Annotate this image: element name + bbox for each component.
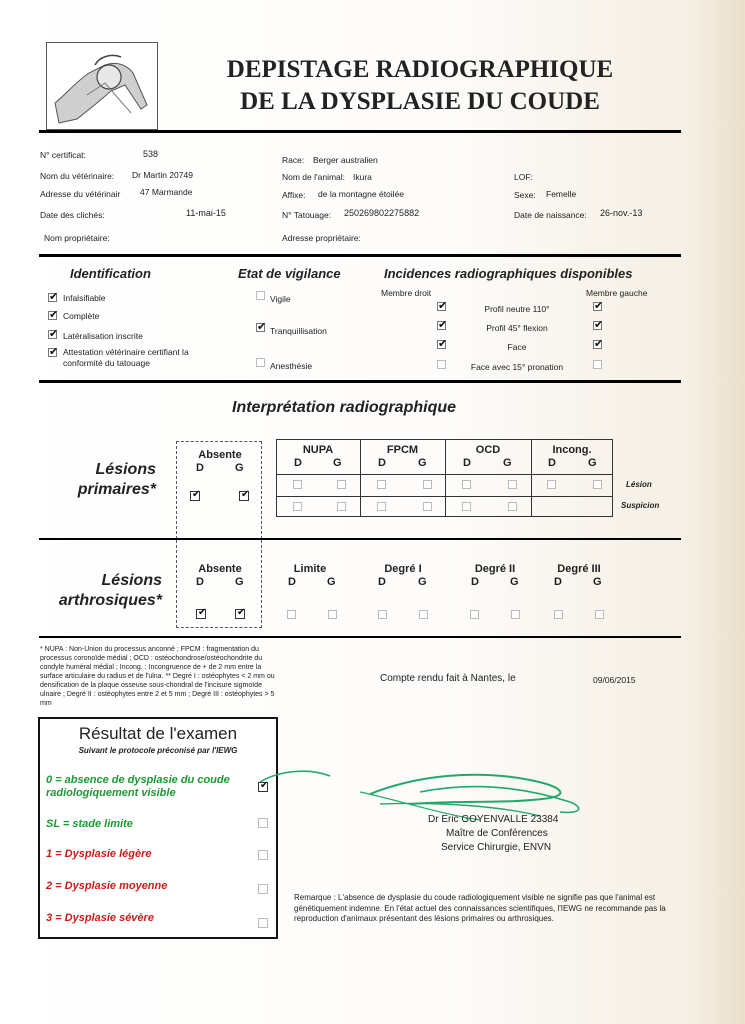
tattoo-label: N° Tatouage: <box>282 210 332 220</box>
degre3-d-checkbox[interactable] <box>554 610 563 619</box>
incidence-label-4: Face avec 15° pronation <box>470 362 564 372</box>
vigilance-label-1: Vigile <box>270 294 291 304</box>
incidence-label-1: Profil neutre 110° <box>484 304 550 314</box>
primary-absente-g-checkbox[interactable] <box>239 491 249 501</box>
animal-label: Nom de l'animal: <box>282 172 346 182</box>
degre2-d-checkbox[interactable] <box>470 610 479 619</box>
degre1-header: Degré I <box>384 563 422 575</box>
ocd-d-lesion-checkbox[interactable] <box>462 480 471 489</box>
vigilance-checkbox-3[interactable] <box>256 358 265 367</box>
ocd-g-lesion-checkbox[interactable] <box>508 480 517 489</box>
incong-d: D <box>548 457 556 469</box>
divider <box>39 380 681 383</box>
vigilance-label-3: Anesthésie <box>270 361 313 371</box>
incidences-heading: Incidences radiographiques disponibles <box>384 266 633 281</box>
limite-g: G <box>327 576 336 588</box>
degre2-g-checkbox[interactable] <box>511 610 520 619</box>
fpcm-d-suspicion-checkbox[interactable] <box>377 502 386 511</box>
ocd-g-suspicion-checkbox[interactable] <box>508 502 517 511</box>
degre3-g-checkbox[interactable] <box>595 610 604 619</box>
nupa-g-lesion-checkbox[interactable] <box>337 480 346 489</box>
left-incidence-checkbox-1[interactable] <box>593 302 602 311</box>
degre1-g-checkbox[interactable] <box>419 610 428 619</box>
elbow-xray-image <box>46 42 158 130</box>
affixe-label: Affixe: <box>282 190 306 200</box>
certificate-label: N° certificat: <box>40 150 86 160</box>
date-label: Date des clichés: <box>40 210 105 220</box>
ocd-d-suspicion-checkbox[interactable] <box>462 502 471 511</box>
lof-label: LOF: <box>514 172 533 182</box>
degre3-d: D <box>554 576 562 588</box>
divider <box>39 636 681 638</box>
ocd-d: D <box>463 457 471 469</box>
ocd-g: G <box>503 457 512 469</box>
arthro-absente-d-checkbox[interactable] <box>196 609 206 619</box>
tattoo-value: 250269802275882 <box>344 208 420 218</box>
fpcm-header: FPCM <box>386 444 419 456</box>
identification-label-1: Infalsifiable <box>63 293 106 303</box>
identification-checkbox-1[interactable] <box>48 293 57 302</box>
arthro-absente-g: G <box>235 576 244 588</box>
title-line-2: DE LA DYSPLASIE DU COUDE <box>240 88 600 115</box>
suspicion-row-label: Suspicion <box>621 501 660 510</box>
degre1-g: G <box>418 576 427 588</box>
identification-checkbox-3[interactable] <box>48 330 57 339</box>
vigilance-label-2: Tranquillisation <box>270 326 327 336</box>
degre3-g: G <box>593 576 602 588</box>
divider <box>39 538 681 540</box>
vet-label: Nom du vétérinaire: <box>40 171 115 181</box>
fpcm-g-lesion-checkbox[interactable] <box>423 480 432 489</box>
left-incidence-checkbox-3[interactable] <box>593 340 602 349</box>
lesion-row-label: Lésion <box>626 480 652 489</box>
degre2-header: Degré II <box>474 563 516 575</box>
sex-label: Sexe: <box>514 190 536 200</box>
nupa-d-lesion-checkbox[interactable] <box>293 480 302 489</box>
fpcm-d: D <box>378 457 386 469</box>
report-text: Compte rendu fait à Nantes, le <box>380 673 516 684</box>
degre2-g: G <box>510 576 519 588</box>
remark-text: Remarque : L'absence de dysplasie du coude radiologiquement visible ne signifie pas que l'animal est génétiquement indemne. En l'état actuel des connaissances scientifiques, l'IEWG ne recommande pas la reproduction d'animaux présentant des lésions primaires ou arthrosiques. <box>294 893 666 923</box>
result-subheading: Suivant le protocole préconisé par l'IEWG <box>78 746 238 755</box>
degre1-d: D <box>378 576 386 588</box>
vigilance-heading: Etat de vigilance <box>238 266 341 281</box>
affixe-value: de la montagne étoilée <box>318 189 405 199</box>
nupa-d-suspicion-checkbox[interactable] <box>293 502 302 511</box>
divider <box>39 254 681 257</box>
right-incidence-checkbox-2[interactable] <box>437 321 446 330</box>
incong-d-lesion-checkbox[interactable] <box>547 480 556 489</box>
result-checkbox-2[interactable] <box>258 884 268 894</box>
incong-header: Incong. <box>552 444 592 456</box>
result-checkbox-1[interactable] <box>258 850 268 860</box>
result-checkbox-3[interactable] <box>258 918 268 928</box>
limite-header: Limite <box>293 563 327 575</box>
date-value: 11-mai-15 <box>186 208 226 218</box>
absente-g: G <box>235 462 244 474</box>
left-incidence-checkbox-4[interactable] <box>593 360 602 369</box>
footnote: * NUPA : Non-Union du processus anconné ; FPCM : fragmentation du processus coronoïde médial ; OCD : ostéochondrose/ostéochondrite du condyle huméral médial ; Incong. : Incongruence de + de 2 mm entre la surface articulaire du radius et de l'ulna. ** Degré I : ostéophytes < 2 mm ou densification de la plaque osseuse sous-chondral de l'incisure sigmoïde ulnaire ; Degré II : ostéophytes entre 2 et 5 mm ; Degré III : ostéophytes > 5 mm <box>40 646 275 707</box>
result-label-3: 3 = Dysplasie sévère <box>46 912 154 924</box>
report-date: 09/06/2015 <box>593 675 636 685</box>
degre3-header: Degré III <box>557 563 601 575</box>
limite-d-checkbox[interactable] <box>287 610 296 619</box>
degre2-d: D <box>471 576 479 588</box>
right-incidence-checkbox-1[interactable] <box>437 302 446 311</box>
fpcm-g-suspicion-checkbox[interactable] <box>423 502 432 511</box>
limite-d: D <box>288 576 296 588</box>
race-label: Race: <box>282 155 305 165</box>
vigilance-checkbox-1[interactable] <box>256 291 265 300</box>
ocd-header: OCD <box>475 444 501 456</box>
owner-label: Nom propriétaire: <box>44 233 110 243</box>
primary-lesions-label: Lésions primaires* <box>77 461 156 498</box>
result-label-1: 1 = Dysplasie légère <box>46 848 152 860</box>
result-label-sl: SL = stade limite <box>46 818 133 830</box>
arthro-absente-d: D <box>196 576 204 588</box>
sex-value: Femelle <box>546 189 577 199</box>
arthro-absente-header: Absente <box>198 563 242 575</box>
nupa-g-suspicion-checkbox[interactable] <box>337 502 346 511</box>
incidence-label-3: Face <box>507 342 527 352</box>
identification-label-2: Complète <box>63 311 100 321</box>
incong-g: G <box>588 457 597 469</box>
owner-address-label: Adresse propriétaire: <box>282 233 361 243</box>
fpcm-g: G <box>418 457 427 469</box>
certificate-value: 538 <box>143 149 159 159</box>
identification-checkbox-4[interactable] <box>48 348 57 357</box>
vet-address-value: 47 Marmande <box>140 187 193 197</box>
incidence-label-2: Profil 45° flexion <box>486 323 548 333</box>
birth-label: Date de naissance: <box>514 210 587 220</box>
incong-g-lesion-checkbox[interactable] <box>593 480 602 489</box>
animal-value: Ikura <box>353 172 372 182</box>
identification-label-4: Attestation vétérinaire certifiant la conformité du tatouage <box>63 347 189 368</box>
nupa-d: D <box>294 457 302 469</box>
interpretation-heading: Interprétation radiographique <box>232 399 457 416</box>
arthrosic-lesions-label: Lésions arthrosiques* <box>58 572 162 609</box>
limite-g-checkbox[interactable] <box>328 610 337 619</box>
left-limb-label: Membre gauche <box>586 288 648 298</box>
fpcm-d-lesion-checkbox[interactable] <box>377 480 386 489</box>
absente-d: D <box>196 462 204 474</box>
right-incidence-checkbox-4[interactable] <box>437 360 446 369</box>
identification-label-3: Latéralisation inscrite <box>63 331 143 341</box>
identification-checkbox-2[interactable] <box>48 311 57 320</box>
result-heading: Résultat de l'examen <box>78 724 238 743</box>
arthro-absente-g-checkbox[interactable] <box>235 609 245 619</box>
degre1-d-checkbox[interactable] <box>378 610 387 619</box>
result-label-2: 2 = Dysplasie moyenne <box>46 880 168 892</box>
race-value: Berger australien <box>313 155 378 165</box>
title-line-1: DEPISTAGE RADIOGRAPHIQUE <box>226 56 614 83</box>
left-incidence-checkbox-2[interactable] <box>593 321 602 330</box>
signature-name: Dr Eric GOYENVALLE 23384 <box>428 814 559 825</box>
vigilance-checkbox-2[interactable] <box>256 323 265 332</box>
absente-header: Absente <box>198 449 242 461</box>
right-limb-label: Membre droit <box>381 288 432 298</box>
divider <box>39 130 681 133</box>
signature-service: Service Chirurgie, ENVN <box>441 842 552 853</box>
right-incidence-checkbox-3[interactable] <box>437 340 446 349</box>
signature-title: Maître de Conférences <box>446 828 548 839</box>
absente-box-arthro <box>176 540 262 628</box>
vet-address-label: Adresse du vétérinair <box>40 189 121 199</box>
identification-heading: Identification <box>70 266 151 281</box>
birth-value: 26-nov.-13 <box>600 208 643 218</box>
grid-line <box>276 474 613 475</box>
result-label-0: 0 = absence de dysplasie du coude radiologiquement visible <box>46 774 230 799</box>
nupa-header: NUPA <box>302 444 334 456</box>
nupa-g: G <box>333 457 342 469</box>
grid-line <box>276 496 613 497</box>
primary-absente-d-checkbox[interactable] <box>190 491 200 501</box>
vet-value: Dr Martin 20749 <box>132 170 193 180</box>
